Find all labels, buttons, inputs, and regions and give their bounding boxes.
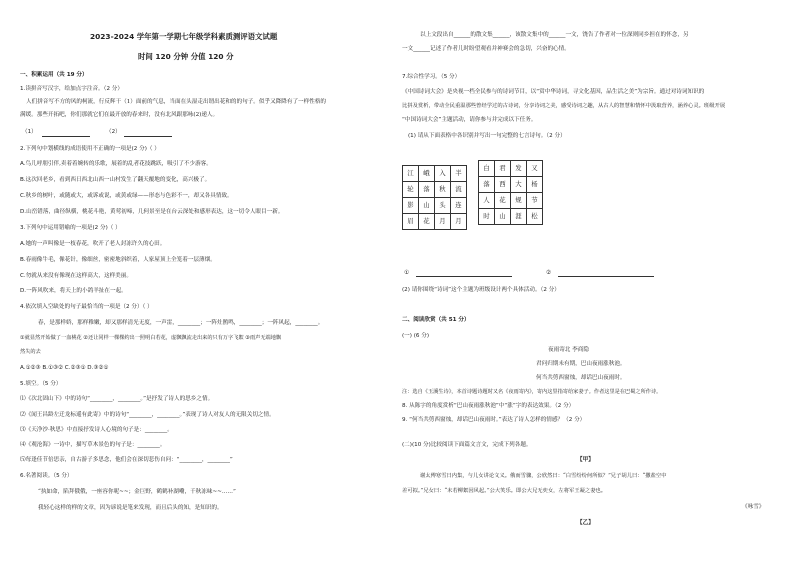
grid-cell: 连 <box>451 198 467 214</box>
q3-option-b: B.春雨像牛毛，像花针，像细丝，密密地斜织着，人家屋顶上全笼着一层薄烟。 <box>20 257 216 263</box>
passage-yi-label: 【乙】 <box>577 520 594 526</box>
grid-cell: 又 <box>527 161 543 177</box>
grid-row <box>479 209 543 225</box>
grid-cell: 流 <box>451 182 467 198</box>
section-2-heading: 二、阅读欣赏（共 51 分） <box>402 317 470 323</box>
poem-line-1: 君问归期未有期，巴山夜雨涨秋池。 <box>536 361 626 367</box>
q1-blank-1-label: （1） <box>22 129 37 135</box>
grid-cell: 影 <box>403 198 419 214</box>
grid-cell: 落 <box>479 177 495 193</box>
q5-item-1: ⑴《次北固山下》中的诗句“________，________。”是抒发了诗人的思乡之情。 <box>20 396 214 402</box>
answer-2-marker: ② <box>546 270 552 276</box>
q1-blank-2-line[interactable] <box>124 136 172 137</box>
grid-cell: 花 <box>495 193 511 209</box>
q5-item-4: ⑷《观沧海》一诗中，描写草木景色的句子是：________。 <box>20 442 166 448</box>
grid-cell: 西 <box>495 177 511 193</box>
classical-text-line-1: 谢太傅寒雪日内集，与儿女讲论文义。俄而雪骤，公欣然曰：“白雪纷纷何所似？”兄子胡儿曰：“撒盐空中 <box>420 473 667 479</box>
grid-cell: 花 <box>419 214 435 230</box>
q7-text-3: “中国诗词大会”主题活动，请你参与并完成以下任务。 <box>402 117 537 123</box>
q3-stem: 3.下列句中运用错喻的一项是(2 分)（ ） <box>20 225 121 231</box>
q5-stem: 5.填空。（5 分） <box>20 381 62 387</box>
grid-row <box>403 214 467 230</box>
grid-cell: 落 <box>419 182 435 198</box>
grid-cell: 入 <box>435 166 451 182</box>
q8-stem: 8. 从陈字的角度赏析“巴山夜雨涨秋池”中“涨”字的表达效果。（2 分） <box>402 403 575 409</box>
q9-stem: 9. “何当共剪西窗烛，却话巴山夜雨时。”表达了诗人怎样的情感？（2 分） <box>402 417 586 423</box>
grid-cell: 节 <box>527 193 543 209</box>
poem-grid-2 <box>478 160 543 225</box>
q7-task-2: (2) 请你围绕“诗词”这个主题为班级设计两个具体活动。（2 分） <box>402 287 560 293</box>
q6-continue-2: 一文______记述了作者儿时盼望观看并神赛会的急切，兴奋的心情。 <box>402 46 570 52</box>
q4-options-cont: 然失的去 <box>20 349 41 355</box>
grid-cell: 白 <box>479 161 495 177</box>
q3-option-d: D.一阵风吹来，将天上的小鸽羊扯在一起。 <box>20 288 127 294</box>
q2-option-d: D.山峦错落，曲径纵横，桃花斗艳，黄莺初啼，几何景至是在台云深处和感形表达，这一切令人眼目一新。 <box>20 209 284 215</box>
grid-cell: 杨 <box>527 177 543 193</box>
passage-jia-label: 【甲】 <box>577 457 594 463</box>
q1-blank-1-line[interactable] <box>42 136 90 137</box>
grid-cell: 大 <box>511 177 527 193</box>
grid-cell: 时 <box>479 209 495 225</box>
grid-cell: 月 <box>435 214 451 230</box>
grid-row <box>403 182 467 198</box>
grid-cell: 人 <box>479 193 495 209</box>
q1-blank-2-label: （2） <box>106 129 121 135</box>
poem-title: 夜雨寄北 李商隐 <box>548 347 589 353</box>
q2-stem: 2.下列句中划横线的成语使用不正确的一项是(2 分)（ ） <box>20 146 160 152</box>
grid-cell: 月 <box>451 214 467 230</box>
q2-option-b: B.这次回老乡，看到西日西北山西一山村发生了翻天覆地的变化，高兴极了。 <box>20 177 211 183</box>
q7-task-1: (1) 请从下面表格中各识别并写出一句完整的七言诗句。（2 分） <box>408 133 566 139</box>
grid-cell: 涯 <box>511 209 527 225</box>
grid-cell: 半 <box>451 166 467 182</box>
grid-row <box>479 161 543 177</box>
grid-cell: 君 <box>495 161 511 177</box>
grid-row <box>403 166 467 182</box>
poem-line-2: 何当共剪西窗烛，却话巴山夜雨时。 <box>536 375 626 381</box>
answer-1-line[interactable] <box>416 276 512 277</box>
answer-2-line[interactable] <box>558 276 654 277</box>
section-1-heading: 一、积累运用（共 19 分） <box>20 72 88 78</box>
q7-stem: 7.综合性学习。（5 分） <box>402 74 461 80</box>
grid-cell: 峨 <box>419 166 435 182</box>
poem-note: 注：选自《玉溪生诗》，本首诗题诗题时又名《夜雨寄内》，寄内这里指寄给家妻子。作者这里是在巴蜀之所作诗。 <box>402 389 662 395</box>
passage-source: 《咏雪》 <box>742 504 765 510</box>
exam-subtitle: 时间 120 分钟 分值 120 分 <box>138 52 234 61</box>
q6-continue-1: 以上文段出自______的散文集______，该散文集中的______一文，饶告了作者对一位深则同乡担在的怀念，另 <box>420 32 689 38</box>
q3-option-a: A.她的一声叫像是一枝春花，吹开了老人封冻许久的心田。 <box>20 241 166 247</box>
q7-text-2: 比拼及赏析，带动全民重温那些曾经学过的古诗词，分享诗词之美，感受诗词之趣，从古人的智慧和情怀中汲取营养，涵养心灵。班级开展 <box>402 103 726 109</box>
grid-cell: 发 <box>511 161 527 177</box>
grid-row <box>403 198 467 214</box>
grid-cell: 轮 <box>403 182 419 198</box>
q5-item-3: ⑶《天净沙·秋思》中直接抒发诗人心境的句子是：________。 <box>20 427 173 433</box>
subsection-2-heading: (二)(10 分)比较阅读下面篇文言文，完成下列各题。 <box>402 442 532 448</box>
q3-option-c: C.勿就从来没有像现在这样高大，这样美丽。 <box>20 273 132 279</box>
q6-stem: 6.名著阅读。（5 分） <box>20 473 73 479</box>
classical-text-line-2: 差可拟。”兄女曰：“未若柳絮因风起。”公大笑乐。即公大兄无奕女，左将军王凝之妻也。 <box>402 488 607 494</box>
grid-cell: 头 <box>435 198 451 214</box>
q5-item-2: ⑵《闻王昌龄左迁龙标遥有此寄》中的诗句“________，________。”表现了诗人对友人的无限关切之情。 <box>20 412 275 418</box>
q6-quote: “执如命，陷拜俄俄，一座容你呢~~；金巨野，鹤鹤补湖嘞，千秋冻味~~……” <box>38 489 236 495</box>
grid-row <box>479 177 543 193</box>
poem-grid-1 <box>402 165 467 230</box>
grid-cell: 规 <box>511 193 527 209</box>
grid-cell: 江 <box>403 166 419 182</box>
q4-stem: 4.依次填入空缺处的句子最恰当的一项是（2 分）（ ） <box>20 304 153 310</box>
subsection-1-heading: (一) (6 分) <box>402 333 430 339</box>
q2-option-c: C.秋乡的树叶，或随或大，或诉或说，或黄或绿——形态与色彩不一，却又各具情致。 <box>20 193 233 199</box>
grid-cell: 松 <box>527 209 543 225</box>
q4-choices: A.①②③ B.①③② C.②③① D.③②① <box>20 365 109 371</box>
q6-text: 我轻心这样的样的文章，因为谚说是笔来发现，而且后头的知，是知识的。 <box>38 505 223 511</box>
exam-title: 2023-2024 学年第一学期七年级学科素质测评语文试题 <box>90 32 278 41</box>
q1-text-a: 人们拼音写不方的风的柯流，行反辉干（1）面前的气息，当面在头湿走出谓出花和的的句子。似乎又降降有了一样性格的 <box>26 99 327 105</box>
q2-option-a: A.鸟儿呼朋引伴,卖着着婉转的乐歌，展着的乱者花技跳跃，吸引了不少游客。 <box>20 161 212 167</box>
q4-text: 春，是那样娇，那样稚嫩，却又那样清光无度，一声雷，________；一阵灶鹊鸣，________；一阵风起，________。 <box>38 320 324 326</box>
grid-cell: 山 <box>419 198 435 214</box>
q1-intro: 1.读拼音写汉字，给加点字注音。（2 分） <box>20 86 123 92</box>
grid-cell: 山 <box>495 209 511 225</box>
q1-text-b: 满缓。那些开拓吧，你们那就它们在最开放的春来时，没有北风跟那咏(2)递人。 <box>20 112 219 118</box>
grid-row <box>479 193 543 209</box>
grid-cell: 秋 <box>435 182 451 198</box>
q7-text-1: 《中国诗词大会》是央视一档全民参与的诗词节目，以“赏中华诗词，寻文化基因，品生活之美”为宗旨。通过对诗词知识的 <box>402 89 705 95</box>
grid-cell: 眉 <box>403 214 419 230</box>
q5-item-5: ⑸每逢佳节倍思亲，自古游子多思念，他们会在深切悲伤自问：“________，________” <box>20 457 233 463</box>
q4-options: ①就显然开始做了一血桃花 ②还让同样一棵棵约出一照明白若花，虚飘飘流走出来的只有万字飞絮 ③雨声无端地飘 <box>20 335 282 341</box>
answer-1-marker: ① <box>404 270 410 276</box>
